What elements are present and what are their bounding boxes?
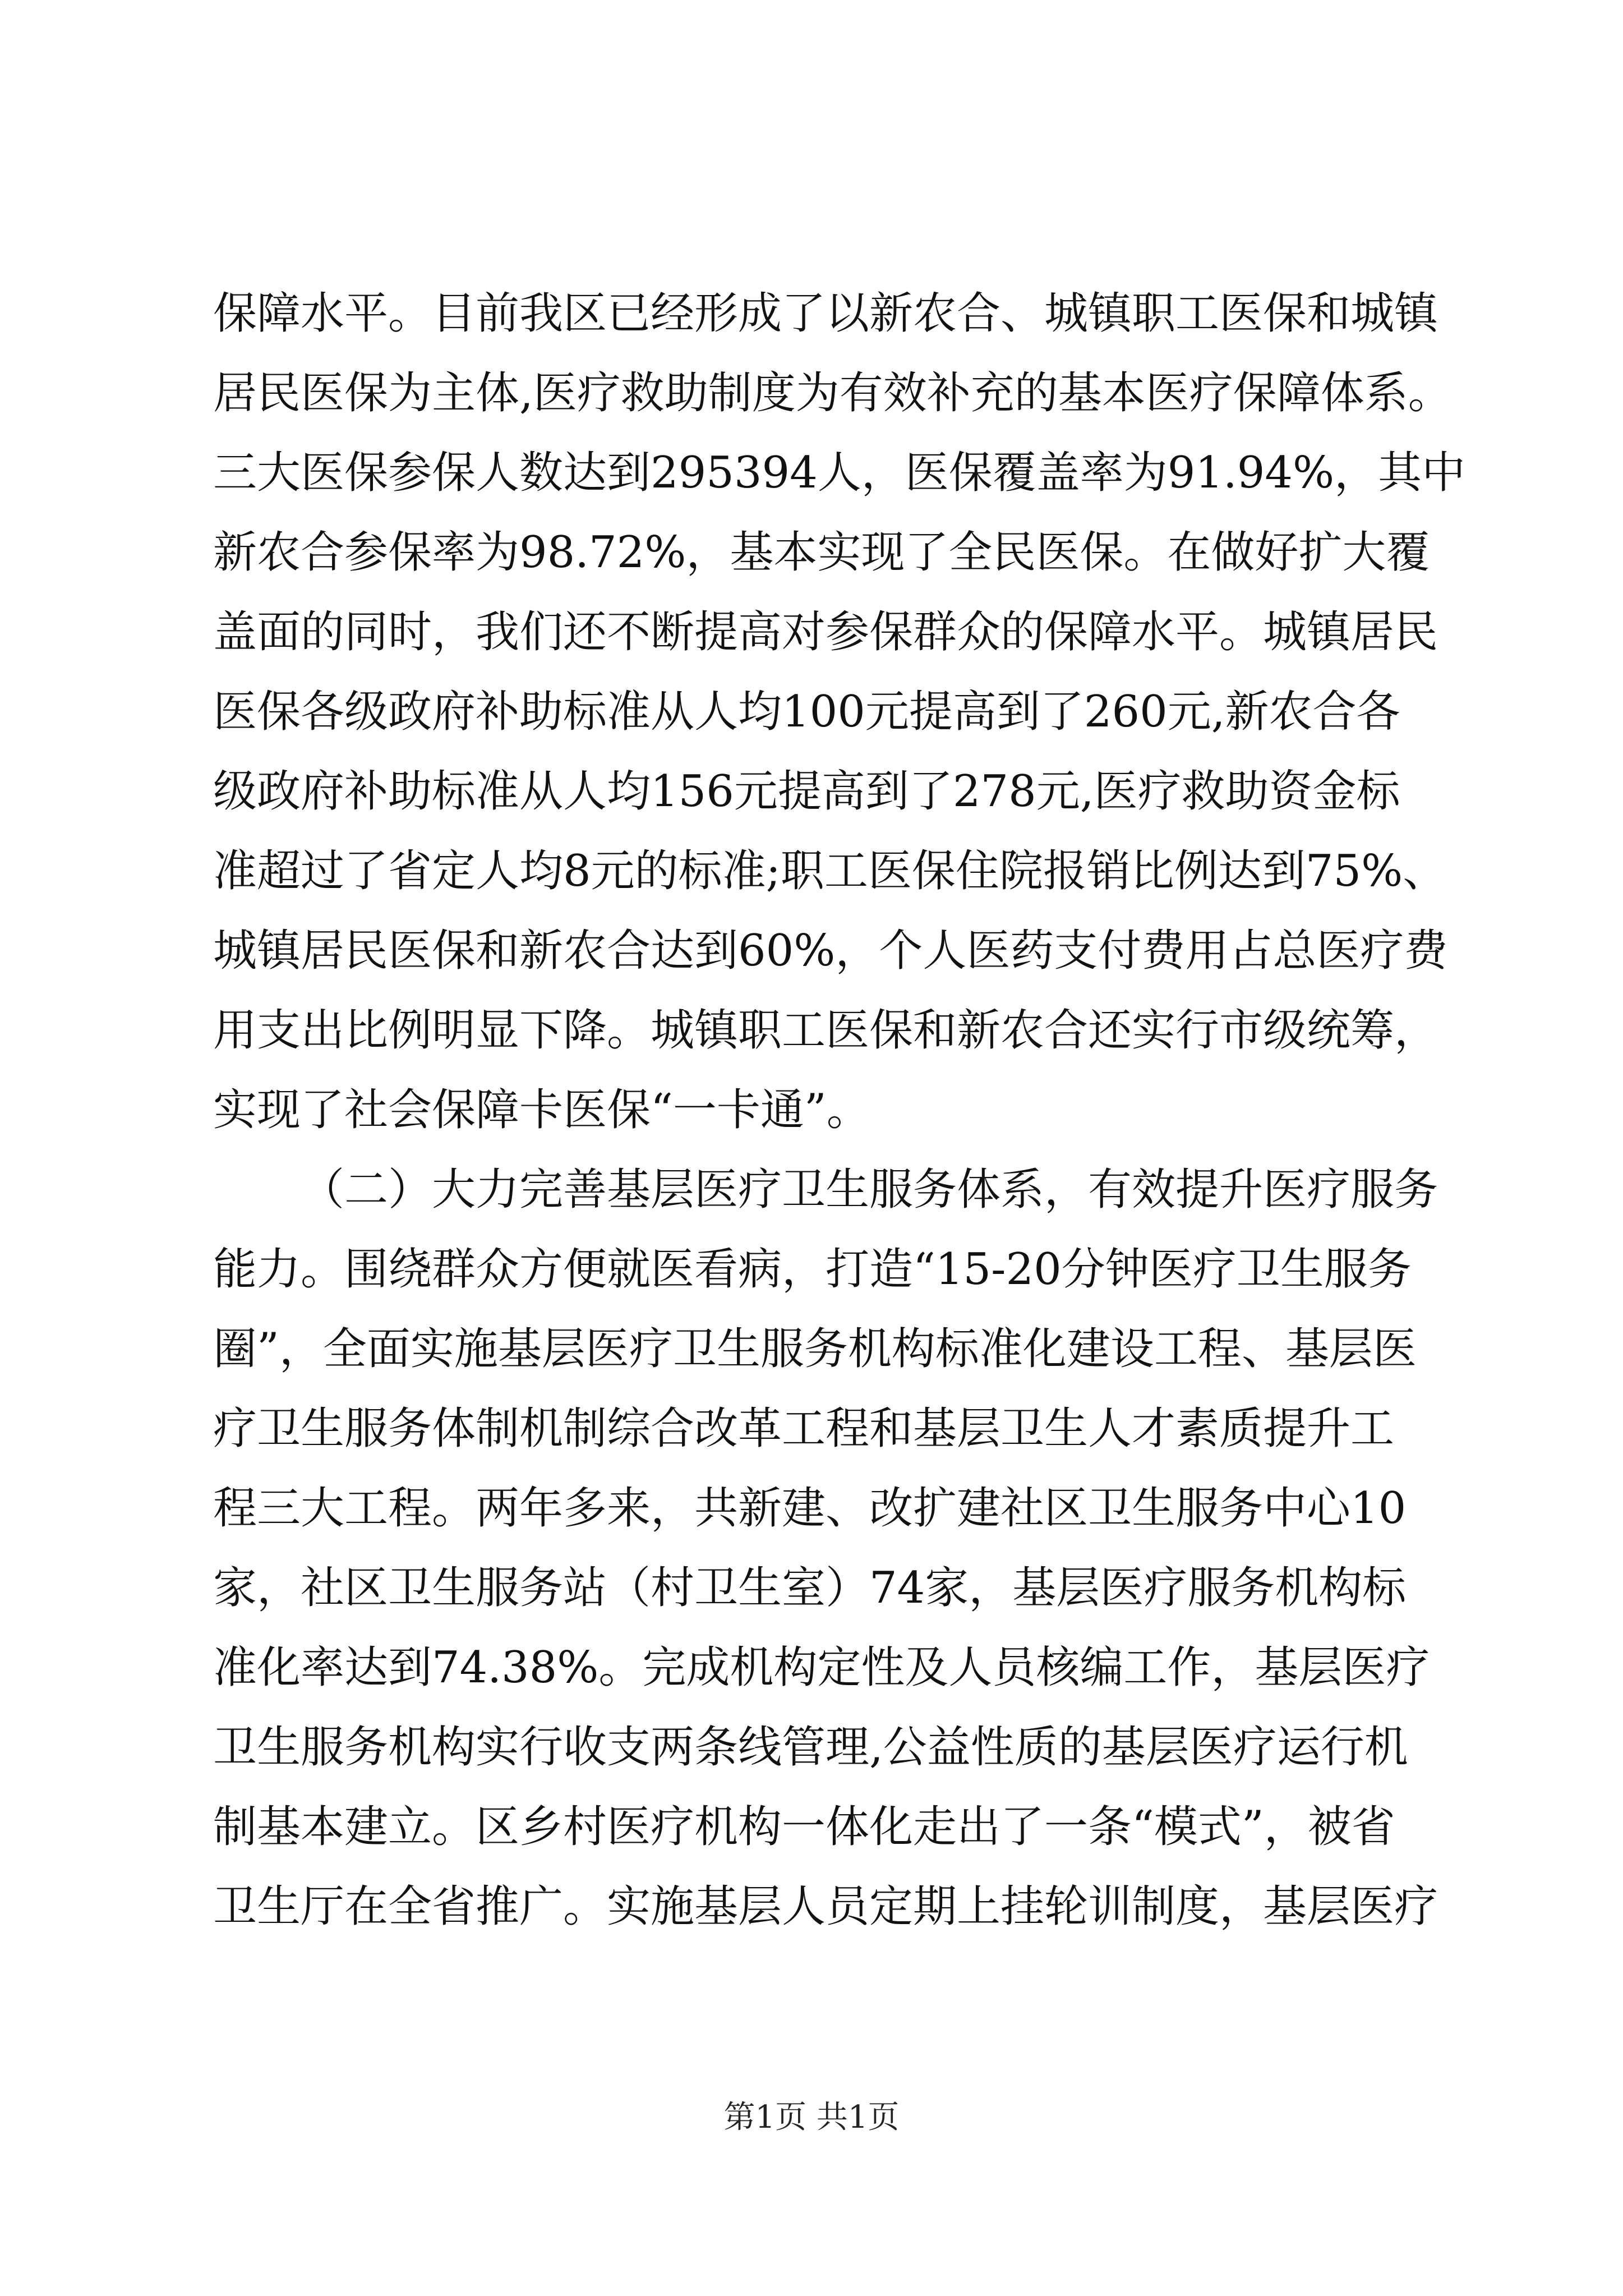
text-line: 卫生服务机构实行收支两条线管理,公益性质的基层医疗运行机	[213, 1722, 1408, 1773]
page-footer	[0, 2095, 1623, 2140]
text-line: 实现了社会保障卡医保“一卡通”。	[213, 1085, 870, 1135]
text-line: 城镇居民医保和新农合达到60%，个人医药支付费用占总医疗费	[213, 926, 1448, 976]
text-line: 级政府补助标准从人均156元提高到了278元,医疗救助资金标	[213, 766, 1400, 817]
text-line: 疗卫生服务体制机制综合改革工程和基层卫生人才素质提升工	[213, 1404, 1395, 1454]
text-line: 医保各级政府补助标准从人均100元提高到了260元,新农合各	[213, 687, 1400, 737]
text-line: 家，社区卫生服务站（村卫生室）74家，基层医疗服务机构标	[213, 1563, 1407, 1613]
section-heading-line: （二）大力完善基层医疗卫生服务体系，有效提升医疗服务	[301, 1165, 1438, 1215]
text-line: 三大医保参保人数达到295394人，医保覆盖率为91.94%，其中	[213, 448, 1466, 498]
text-line: 制基本建立。区乡村医疗机构一体化走出了一条“模式”，被省	[213, 1802, 1395, 1852]
body-text	[213, 274, 1466, 1947]
text-line: 盖面的同时，我们还不断提高对参保群众的保障水平。城镇居民	[213, 607, 1438, 657]
text-line: 新农合参保率为98.72%，基本实现了全民医保。在做好扩大覆	[213, 527, 1430, 578]
text-line: 卫生厅在全省推广。实施基层人员定期上挂轮训制度，基层医疗	[213, 1881, 1438, 1932]
text-line: 准化率达到74.38%。完成机构定性及人员核编工作，基层医疗	[213, 1642, 1430, 1693]
text-line: 居民医保为主体,医疗救助制度为有效补充的基本医疗保障体系。	[213, 368, 1452, 418]
page-number-label: 第1页 共1页	[723, 2099, 900, 2136]
text-line: 程三大工程。两年多来，共新建、改扩建社区卫生服务中心10	[213, 1483, 1407, 1534]
text-line: 准超过了省定人均8元的标准;职工医保住院报销比例达到75%、	[213, 846, 1447, 896]
text-line: 保障水平。目前我区已经形成了以新农合、城镇职工医保和城镇	[213, 288, 1438, 339]
text-line: 用支出比例明显下降。城镇职工医保和新农合还实行市级统筹，	[213, 1005, 1438, 1056]
text-line: 能力。围绕群众方便就医看病，打造“15-20分钟医疗卫生服务	[213, 1244, 1412, 1295]
text-line: 圈”，全面实施基层医疗卫生服务机构标准化建设工程、基层医	[213, 1324, 1417, 1374]
